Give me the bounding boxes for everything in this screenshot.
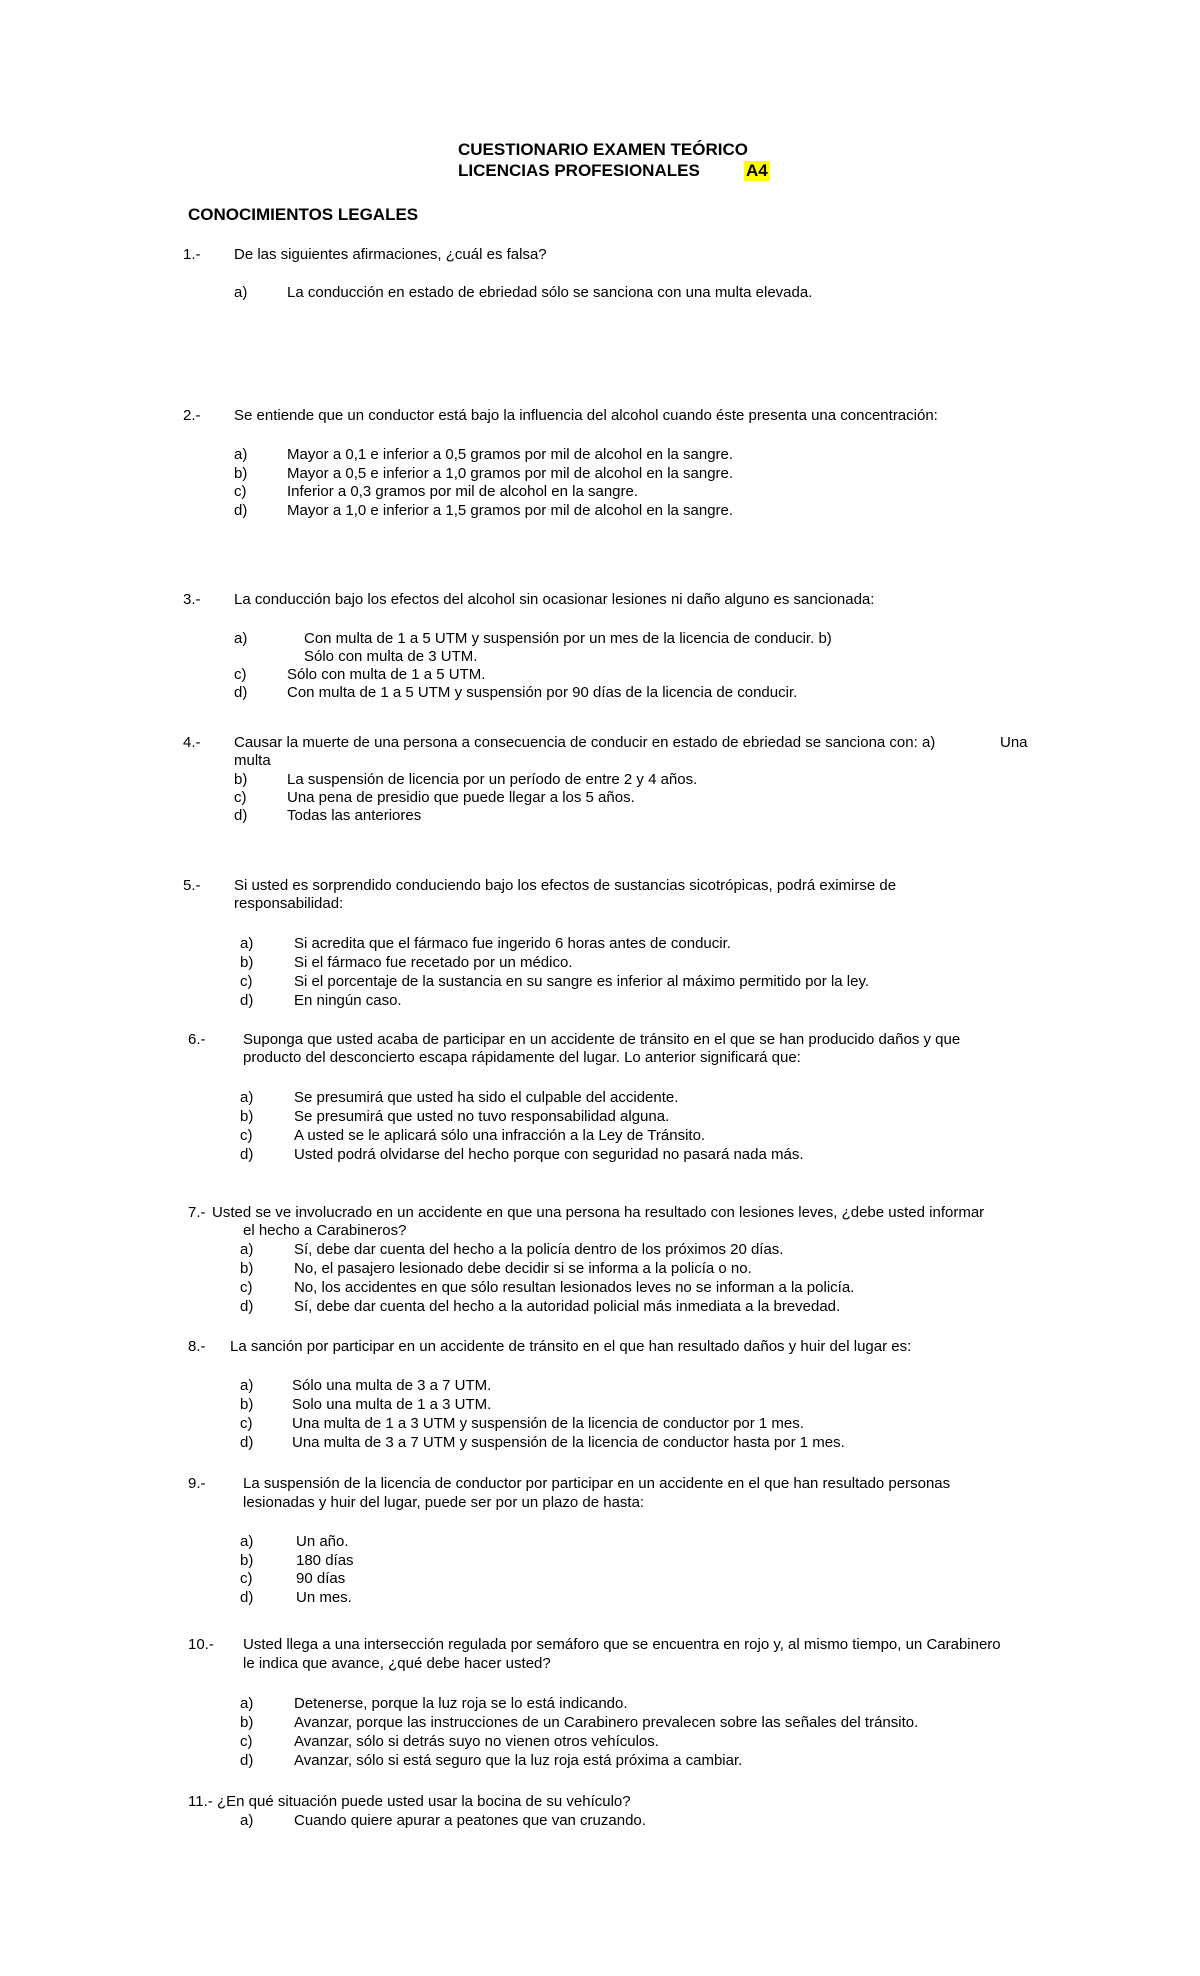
question-text-continued: multa — [234, 752, 271, 769]
option-letter: a) — [234, 284, 248, 301]
option-letter: a) — [240, 1089, 254, 1106]
option-text: Con multa de 1 a 5 UTM y suspensión por 90 días de la licencia de conducir. — [287, 684, 798, 701]
question-text: Usted se ve involucrado en un accidente en que una persona ha resultado con lesiones leves, ¿debe usted informar — [212, 1204, 985, 1221]
option-letter: c) — [240, 1279, 253, 1296]
option-text-continued: Sólo con multa de 3 UTM. — [304, 648, 478, 665]
question-number: 11.- — [188, 1793, 213, 1810]
option-letter: d) — [240, 1434, 254, 1451]
question-number: 9.- — [188, 1475, 206, 1492]
option-text: Solo una multa de 1 a 3 UTM. — [292, 1396, 492, 1413]
option-text: Sólo con multa de 1 a 5 UTM. — [287, 666, 486, 683]
title-line-2: LICENCIAS PROFESIONALES — [458, 161, 700, 180]
option-text: Con multa de 1 a 5 UTM y suspensión por un mes de la licencia de conducir. b) — [304, 630, 832, 647]
option-text: Un año. — [296, 1533, 349, 1550]
option-text: Si el fármaco fue recetado por un médico. — [294, 954, 573, 971]
question-text-continued: responsabilidad: — [234, 895, 344, 912]
option-letter: b) — [240, 1714, 254, 1731]
option-text: Inferior a 0,3 gramos por mil de alcohol en la sangre. — [287, 483, 639, 500]
option-text: No, los accidentes en que sólo resultan lesionados leves no se informan a la policía. — [294, 1279, 855, 1296]
option-text: Una multa de 1 a 3 UTM y suspensión de la licencia de conductor por 1 mes. — [292, 1415, 804, 1432]
option-text: En ningún caso. — [294, 992, 402, 1009]
option-letter: b) — [240, 1552, 254, 1569]
option-text: La conducción en estado de ebriedad sólo se sanciona con una multa elevada. — [287, 284, 813, 301]
question-number: 4.- — [183, 734, 201, 751]
option-letter: b) — [240, 1108, 254, 1125]
question-text: Si usted es sorprendido conduciendo bajo los efectos de sustancias sicotrópicas, podrá eximirse de — [234, 877, 897, 894]
option-letter: c) — [240, 1733, 253, 1750]
option-letter: d) — [240, 1752, 254, 1769]
question-number: 6.- — [188, 1031, 206, 1048]
question-text: La sanción por participar en un accidente de tránsito en el que han resultado daños y huir del lugar es: — [230, 1338, 912, 1355]
option-letter: b) — [240, 954, 254, 971]
question-number: 2.- — [183, 407, 201, 424]
option-text: Avanzar, sólo si está seguro que la luz roja está próxima a cambiar. — [294, 1752, 743, 1769]
option-letter: a) — [234, 630, 248, 647]
option-letter: a) — [240, 1812, 254, 1829]
title-line-1: CUESTIONARIO EXAMEN TEÓRICO — [458, 140, 748, 159]
option-letter: c) — [234, 666, 247, 683]
question-text: Causar la muerte de una persona a consecuencia de conducir en estado de ebriedad se sanciona con: a) — [234, 734, 936, 751]
question-text: De las siguientes afirmaciones, ¿cuál es falsa? — [234, 246, 547, 263]
option-text: Sí, debe dar cuenta del hecho a la policía dentro de los próximos 20 días. — [294, 1241, 784, 1258]
option-letter: b) — [240, 1260, 254, 1277]
question-text-continued: lesionadas y huir del lugar, puede ser por un plazo de hasta: — [243, 1494, 645, 1511]
option-letter: a) — [234, 446, 248, 463]
option-letter: a) — [240, 1241, 254, 1258]
option-text: Mayor a 0,1 e inferior a 0,5 gramos por mil de alcohol en la sangre. — [287, 446, 734, 463]
question-text: Suponga que usted acaba de participar en un accidente de tránsito en el que se han producido daños y que — [243, 1031, 961, 1048]
option-letter: a) — [240, 1695, 254, 1712]
question-number: 5.- — [183, 877, 201, 894]
license-class-badge: A4 — [746, 161, 768, 180]
option-letter: d) — [240, 1298, 254, 1315]
option-text: Sólo una multa de 3 a 7 UTM. — [292, 1377, 492, 1394]
option-text: Avanzar, porque las instrucciones de un Carabinero prevalecen sobre las señales del tránsito. — [294, 1714, 919, 1731]
option-letter: b) — [240, 1396, 254, 1413]
option-text: Avanzar, sólo si detrás suyo no vienen otros vehículos. — [294, 1733, 659, 1750]
option-letter: d) — [234, 502, 248, 519]
option-letter: d) — [240, 1589, 254, 1606]
option-letter: b) — [234, 771, 248, 788]
question-number: 7.- — [188, 1204, 206, 1221]
question-text-continued: el hecho a Carabineros? — [243, 1222, 407, 1239]
option-letter: c) — [234, 789, 247, 806]
question-text-continued: le indica que avance, ¿qué debe hacer usted? — [243, 1655, 551, 1672]
option-text: Usted podrá olvidarse del hecho porque con seguridad no pasará nada más. — [294, 1146, 804, 1163]
option-text: 180 días — [296, 1552, 354, 1569]
option-text: Sí, debe dar cuenta del hecho a la autoridad policial más inmediata a la brevedad. — [294, 1298, 841, 1315]
section-heading: CONOCIMIENTOS LEGALES — [188, 205, 419, 224]
option-letter: d) — [240, 992, 254, 1009]
option-text: Si acredita que el fármaco fue ingerido 6 horas antes de conducir. — [294, 935, 731, 952]
option-letter: a) — [240, 1533, 254, 1550]
option-text: A usted se le aplicará sólo una infracción a la Ley de Tránsito. — [294, 1127, 706, 1144]
question-number: 1.- — [183, 246, 201, 263]
question-number: 10.- — [188, 1636, 214, 1653]
option-letter: a) — [240, 935, 254, 952]
question-text: ¿En qué situación puede usted usar la bocina de su vehículo? — [217, 1793, 631, 1810]
option-letter: d) — [234, 684, 248, 701]
option-text: Una multa de 3 a 7 UTM y suspensión de la licencia de conductor hasta por 1 mes. — [292, 1434, 845, 1451]
option-letter: a) — [240, 1377, 254, 1394]
option-text: Una pena de presidio que puede llegar a los 5 años. — [287, 789, 635, 806]
option-text: Cuando quiere apurar a peatones que van cruzando. — [294, 1812, 646, 1829]
option-text: Mayor a 1,0 e inferior a 1,5 gramos por mil de alcohol en la sangre. — [287, 502, 734, 519]
option-text: Se presumirá que usted no tuvo responsabilidad alguna. — [294, 1108, 670, 1125]
option-letter: d) — [234, 807, 248, 824]
option-text: 90 días — [296, 1570, 346, 1587]
question-number: 3.- — [183, 591, 201, 608]
question-text: Se entiende que un conductor está bajo la influencia del alcohol cuando éste presenta una concentración: — [234, 407, 938, 424]
question-text-continued: producto del desconcierto escapa rápidamente del lugar. Lo anterior significará que: — [243, 1049, 801, 1066]
question-text: La suspensión de la licencia de conductor por participar en un accidente en el que han resultado personas — [243, 1475, 951, 1492]
option-letter: c) — [240, 1415, 253, 1432]
question-text: La conducción bajo los efectos del alcohol sin ocasionar lesiones ni daño alguno es sancionada: — [234, 591, 875, 608]
question-number: 8.- — [188, 1338, 206, 1355]
option-text: Todas las anteriores — [287, 807, 422, 824]
option-letter: d) — [240, 1146, 254, 1163]
option-text: No, el pasajero lesionado debe decidir si se informa a la policía o no. — [294, 1260, 752, 1277]
option-letter: c) — [240, 1570, 253, 1587]
option-letter: c) — [240, 973, 253, 990]
option-text: Si el porcentaje de la sustancia en su sangre es inferior al máximo permitido por la ley. — [294, 973, 870, 990]
option-text: Detenerse, porque la luz roja se lo está indicando. — [294, 1695, 628, 1712]
option-letter: c) — [240, 1127, 253, 1144]
option-text: Mayor a 0,5 e inferior a 1,0 gramos por mil de alcohol en la sangre. — [287, 465, 734, 482]
question-text: Usted llega a una intersección regulada por semáforo que se encuentra en rojo y, al mismo tiempo, un Carabinero — [243, 1636, 1001, 1653]
question-text-tail: Una — [1000, 734, 1028, 751]
option-letter: b) — [234, 465, 248, 482]
option-letter: c) — [234, 483, 247, 500]
option-text: Un mes. — [296, 1589, 352, 1606]
option-text: La suspensión de licencia por un período de entre 2 y 4 años. — [287, 771, 698, 788]
option-text: Se presumirá que usted ha sido el culpable del accidente. — [294, 1089, 679, 1106]
